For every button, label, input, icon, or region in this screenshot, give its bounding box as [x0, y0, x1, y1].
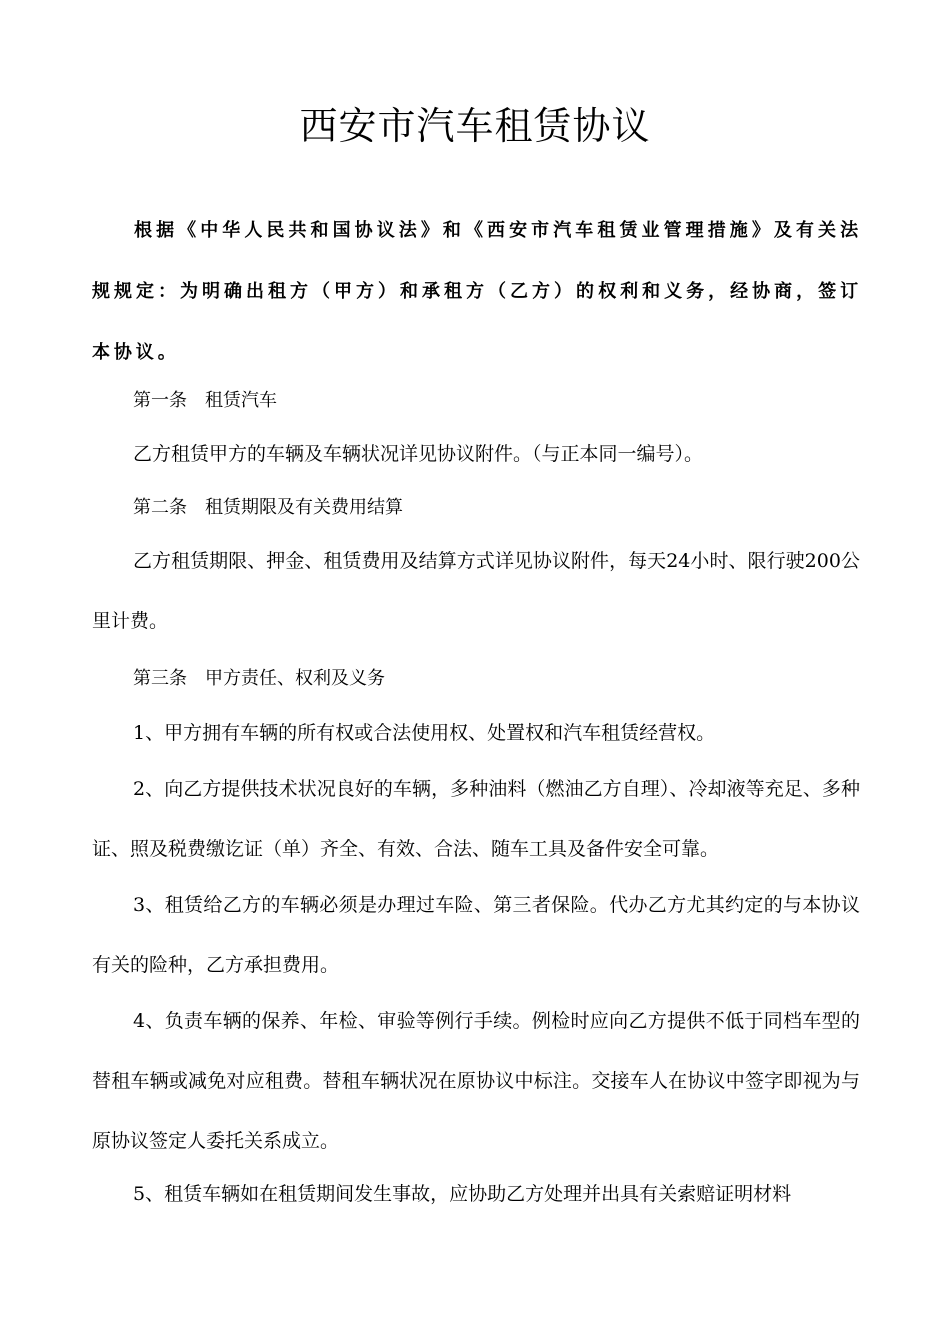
article-1-text: 乙方租赁甲方的车辆及车辆状况详见协议附件。（与正本同一编号）。 [133, 443, 704, 465]
article-3-item-1: 1、甲方拥有车辆的所有权或合法使用权、处置权和汽车租赁经营权。 [133, 722, 716, 744]
article-3-item-4: 4、负责车辆的保养、年检、审验等例行手续。例检时应向乙方提供不低于同档车型的替租车辆或减免对应租费。替租车辆状况在原协议中标注。交接车人在协议中签字即视为与原协议签定人委托关系成立。 [92, 1010, 860, 1152]
article-1-heading: 第一条 租赁汽车 [133, 390, 277, 411]
article-3-heading: 第三条 甲方责任、权利及义务 [133, 668, 385, 689]
document-title: 西安市汽车租赁协议 [299, 104, 651, 148]
article-3-item-5: 5、租赁车辆如在租赁期间发生事故，应协助乙方处理并出具有关索赔证明材料 [133, 1183, 792, 1205]
article-3-item-3: 3、租赁给乙方的车辆必须是办理过车险、第三者保险。代办乙方尤其约定的与本协议有关的险种，乙方承担费用。 [92, 894, 860, 976]
intro-paragraph: 根据《中华人民共和国协议法》和《西安市汽车租赁业管理措施》及有关法规规定：为明确出租方（甲方）和承租方（乙方）的权利和义务，经协商，签订本协议。 [92, 220, 862, 363]
article-2-heading: 第二条 租赁期限及有关费用结算 [133, 497, 403, 518]
article-3-item-2: 2、向乙方提供技术状况良好的车辆，多种油料（燃油乙方自理）、冷却液等充足、多种证、照及税费缴讫证（单）齐全、有效、合法、随车工具及备件安全可靠。 [92, 778, 860, 860]
article-2-text: 乙方租赁期限、押金、租赁费用及结算方式详见协议附件，每天24小时、限行驶200公里计费。 [92, 550, 860, 632]
